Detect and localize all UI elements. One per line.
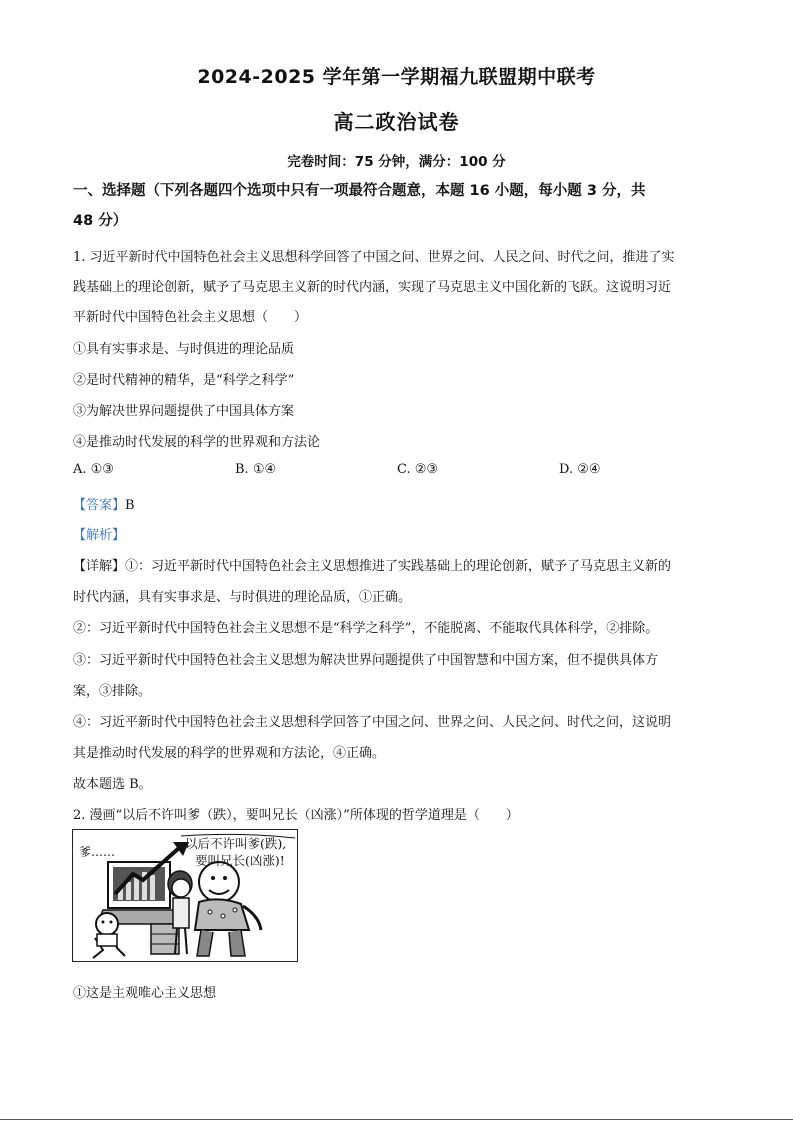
answer-tag: 【答案】: [73, 498, 126, 513]
q1-detail-line: 其是推动时代发展的科学的世界观和方法论，④正确。: [73, 746, 386, 761]
q1-analysis: [73, 524, 723, 543]
q1-option-b: B. ①④: [235, 462, 277, 477]
q1-detail-line: ②：习近平新时代中国特色社会主义思想不是“科学之科学”，不能脱离、不能取代具体科学，②排除。: [73, 621, 659, 636]
q1-option-d: D. ②④: [559, 462, 601, 477]
q1-item: ①具有实事求是、与时俱进的理论品质: [73, 342, 295, 357]
q1-stem-line: 平新时代中国特色社会主义思想（ ）: [73, 310, 308, 325]
cartoon-drawing: [73, 830, 298, 962]
exam-info: 完卷时间：75 分钟，满分：100 分: [287, 154, 506, 170]
exam-title: 2024-2025 学年第一学期福九联盟期中联考: [197, 66, 596, 88]
page-bottom-rule: [0, 1119, 793, 1120]
q1-detail-line: [73, 555, 723, 574]
q1-detail-line: 案，③排除。: [73, 684, 152, 699]
q1-answer: [73, 494, 723, 513]
cartoon-speech-line2: 要叫兄长(凶涨)!: [195, 853, 285, 868]
q1-item: ②是时代精神的精华，是“科学之科学”: [73, 373, 295, 388]
q1-stem-line: 1. 习近平新时代中国特色社会主义思想科学回答了中国之问、世界之问、人民之问、时代之问，推进了实: [73, 250, 675, 265]
analysis-tag: 【解析】: [73, 528, 126, 543]
q1-detail-line: 时代内涵，具有实事求是、与时俱进的理论品质，①正确。: [73, 590, 412, 605]
cartoon-image: [72, 829, 298, 962]
q1-item: ③为解决世界问题提供了中国具体方案: [73, 404, 295, 419]
q1-detail-line: ③：习近平新时代中国特色社会主义思想为解决世界问题提供了中国智慧和中国方案，但不提供具体方: [73, 653, 659, 668]
q1-item: ④是推动时代发展的科学的世界观和方法论: [73, 435, 321, 450]
answer-value: B: [125, 498, 135, 513]
q1-option-a: A. ①③: [73, 462, 114, 477]
q1-detail-line: 故本题选 B。: [73, 777, 152, 792]
q1-stem-line: 践基础上的理论创新，赋予了马克思主义新的时代内涵，实现了马克思主义中国化新的飞跃。这说明习近: [73, 280, 672, 295]
detail-text: ①：习近平新时代中国特色社会主义思想推进了实践基础上的理论创新，赋予了马克思主义新的: [125, 559, 672, 574]
q2-item: ①这是主观唯心主义思想: [73, 986, 217, 1001]
q1-detail-line: ④：习近平新时代中国特色社会主义思想科学回答了中国之问、世界之问、人民之问、时代之问，这说明: [73, 715, 672, 730]
exam-subtitle: 高二政治试卷: [333, 110, 460, 134]
section-heading-line2: 48 分）: [73, 213, 128, 229]
q2-stem: 2. 漫画“以后不许叫爹（跌），要叫兄长（凶涨）”所体现的哲学道理是（ ）: [73, 808, 519, 823]
cartoon-speech-small: 爹……: [79, 845, 116, 859]
q1-option-c: C. ②③: [397, 462, 439, 477]
detail-tag: 【详解】: [73, 559, 126, 574]
section-heading-line1: 一、选择题（下列各题四个选项中只有一项最符合题意，本题 16 小题，每小题 3 分，共: [73, 183, 646, 199]
cartoon-speech-line1: 以后不许叫爹(跌),: [185, 836, 287, 851]
